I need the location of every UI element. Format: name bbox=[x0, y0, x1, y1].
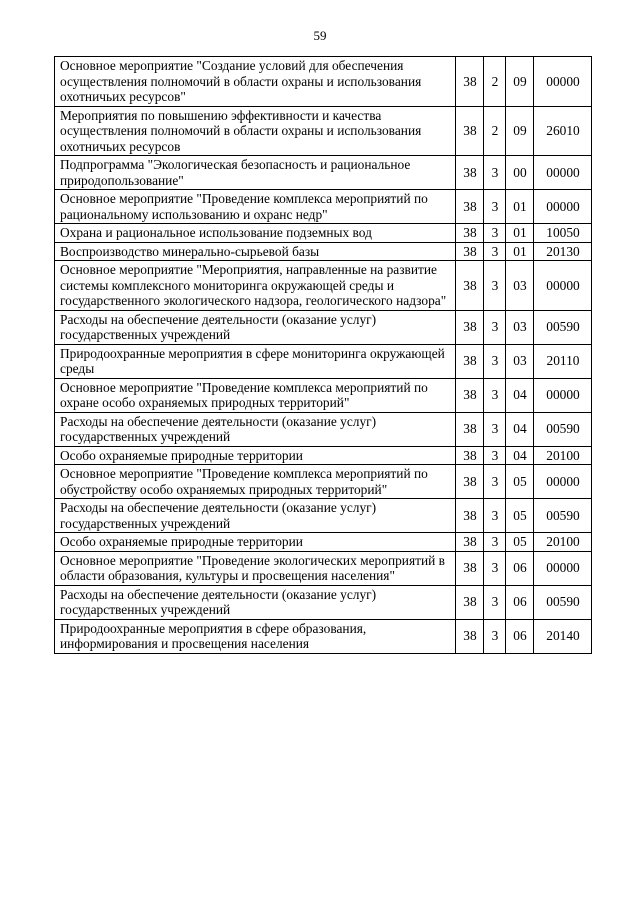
table-row bbox=[55, 378, 592, 412]
code-cell: 38 bbox=[456, 344, 484, 378]
code-cell: 06 bbox=[506, 619, 534, 653]
expense-name-cell: Основное мероприятие "Мероприятия, направленные на развитие системы комплексного мониторинга окружающей среды и государственного экологического надзора, геологического надзора" bbox=[55, 261, 456, 311]
code-cell: 3 bbox=[484, 619, 506, 653]
table-row bbox=[55, 310, 592, 344]
code-cell: 04 bbox=[506, 412, 534, 446]
table-row bbox=[55, 57, 592, 107]
code-cell: 00000 bbox=[534, 190, 592, 224]
table-row bbox=[55, 533, 592, 552]
table-row bbox=[55, 412, 592, 446]
code-cell: 03 bbox=[506, 310, 534, 344]
code-cell: 3 bbox=[484, 446, 506, 465]
code-cell: 38 bbox=[456, 156, 484, 190]
code-cell: 20130 bbox=[534, 242, 592, 261]
code-cell: 00000 bbox=[534, 465, 592, 499]
code-cell: 38 bbox=[456, 533, 484, 552]
code-cell: 38 bbox=[456, 412, 484, 446]
code-cell: 3 bbox=[484, 156, 506, 190]
code-cell: 06 bbox=[506, 551, 534, 585]
code-cell: 05 bbox=[506, 533, 534, 552]
code-cell: 03 bbox=[506, 261, 534, 311]
code-cell: 38 bbox=[456, 378, 484, 412]
code-cell: 38 bbox=[456, 619, 484, 653]
code-cell: 00 bbox=[506, 156, 534, 190]
table-row bbox=[55, 619, 592, 653]
table-row bbox=[55, 190, 592, 224]
code-cell: 3 bbox=[484, 378, 506, 412]
code-cell: 38 bbox=[456, 310, 484, 344]
code-cell: 06 bbox=[506, 585, 534, 619]
expense-name-cell: Основное мероприятие "Проведение комплекса мероприятий по охране особо охраняемых природных территорий" bbox=[55, 378, 456, 412]
table-row bbox=[55, 106, 592, 156]
table-row bbox=[55, 499, 592, 533]
code-cell: 3 bbox=[484, 585, 506, 619]
code-cell: 01 bbox=[506, 190, 534, 224]
code-cell: 38 bbox=[456, 499, 484, 533]
code-cell: 01 bbox=[506, 224, 534, 243]
code-cell: 00000 bbox=[534, 551, 592, 585]
code-cell: 3 bbox=[484, 190, 506, 224]
code-cell: 00590 bbox=[534, 412, 592, 446]
code-cell: 20140 bbox=[534, 619, 592, 653]
code-cell: 38 bbox=[456, 585, 484, 619]
code-cell: 00000 bbox=[534, 156, 592, 190]
code-cell: 04 bbox=[506, 446, 534, 465]
code-cell: 00590 bbox=[534, 310, 592, 344]
code-cell: 09 bbox=[506, 106, 534, 156]
code-cell: 05 bbox=[506, 499, 534, 533]
code-cell: 38 bbox=[456, 551, 484, 585]
table-row bbox=[55, 551, 592, 585]
code-cell: 38 bbox=[456, 106, 484, 156]
table-row bbox=[55, 446, 592, 465]
code-cell: 2 bbox=[484, 106, 506, 156]
code-cell: 38 bbox=[456, 190, 484, 224]
code-cell: 3 bbox=[484, 242, 506, 261]
expense-name-cell: Основное мероприятие "Проведение экологических мероприятий в области образования, культуры и просвещения населения" bbox=[55, 551, 456, 585]
expense-name-cell: Мероприятия по повышению эффективности и качества осуществления полномочий в области охраны и использования охотничьих ресурсов bbox=[55, 106, 456, 156]
expense-name-cell: Воспроизводство минерально-сырьевой базы bbox=[55, 242, 456, 261]
code-cell: 3 bbox=[484, 310, 506, 344]
expense-name-cell: Расходы на обеспечение деятельности (оказание услуг) государственных учреждений bbox=[55, 585, 456, 619]
code-cell: 00000 bbox=[534, 261, 592, 311]
code-cell: 38 bbox=[456, 446, 484, 465]
expense-name-cell: Особо охраняемые природные территории bbox=[55, 446, 456, 465]
expense-name-cell: Расходы на обеспечение деятельности (оказание услуг) государственных учреждений bbox=[55, 310, 456, 344]
code-cell: 09 bbox=[506, 57, 534, 107]
code-cell: 38 bbox=[456, 261, 484, 311]
code-cell: 00590 bbox=[534, 499, 592, 533]
code-cell: 3 bbox=[484, 499, 506, 533]
code-cell: 00590 bbox=[534, 585, 592, 619]
code-cell: 00000 bbox=[534, 378, 592, 412]
code-cell: 38 bbox=[456, 224, 484, 243]
code-cell: 03 bbox=[506, 344, 534, 378]
expense-name-cell: Особо охраняемые природные территории bbox=[55, 533, 456, 552]
expense-name-cell: Подпрограмма "Экологическая безопасность и рациональное природопользование" bbox=[55, 156, 456, 190]
code-cell: 3 bbox=[484, 465, 506, 499]
code-cell: 3 bbox=[484, 344, 506, 378]
code-cell: 3 bbox=[484, 551, 506, 585]
budget-classification-table bbox=[54, 56, 592, 654]
expense-name-cell: Расходы на обеспечение деятельности (оказание услуг) государственных учреждений bbox=[55, 499, 456, 533]
expense-name-cell: Основное мероприятие "Проведение комплекса мероприятий по рациональному использованию и охранс недр" bbox=[55, 190, 456, 224]
table-row bbox=[55, 261, 592, 311]
code-cell: 3 bbox=[484, 533, 506, 552]
table-row bbox=[55, 344, 592, 378]
code-cell: 10050 bbox=[534, 224, 592, 243]
code-cell: 38 bbox=[456, 57, 484, 107]
code-cell: 3 bbox=[484, 224, 506, 243]
expense-name-cell: Основное мероприятие "Проведение комплекса мероприятий по обустройству особо охраняемых природных территорий" bbox=[55, 465, 456, 499]
code-cell: 01 bbox=[506, 242, 534, 261]
code-cell: 26010 bbox=[534, 106, 592, 156]
expense-name-cell: Основное мероприятие "Создание условий для обеспечения осуществления полномочий в области охраны и использования охотничьих ресурсов" bbox=[55, 57, 456, 107]
table-row bbox=[55, 465, 592, 499]
table-row bbox=[55, 156, 592, 190]
page-number: 59 bbox=[313, 28, 327, 43]
code-cell: 38 bbox=[456, 242, 484, 261]
expense-name-cell: Расходы на обеспечение деятельности (оказание услуг) государственных учреждений bbox=[55, 412, 456, 446]
expense-name-cell: Охрана и рациональное использование подземных вод bbox=[55, 224, 456, 243]
code-cell: 3 bbox=[484, 412, 506, 446]
code-cell: 00000 bbox=[534, 57, 592, 107]
code-cell: 05 bbox=[506, 465, 534, 499]
code-cell: 2 bbox=[484, 57, 506, 107]
expense-name-cell: Природоохранные мероприятия в сфере образования, информирования и просвещения населения bbox=[55, 619, 456, 653]
code-cell: 20110 bbox=[534, 344, 592, 378]
code-cell: 38 bbox=[456, 465, 484, 499]
code-cell: 20100 bbox=[534, 533, 592, 552]
code-cell: 20100 bbox=[534, 446, 592, 465]
table-row bbox=[55, 224, 592, 243]
code-cell: 04 bbox=[506, 378, 534, 412]
table-row bbox=[55, 585, 592, 619]
table-row bbox=[55, 242, 592, 261]
expense-name-cell: Природоохранные мероприятия в сфере мониторинга окружающей среды bbox=[55, 344, 456, 378]
code-cell: 3 bbox=[484, 261, 506, 311]
